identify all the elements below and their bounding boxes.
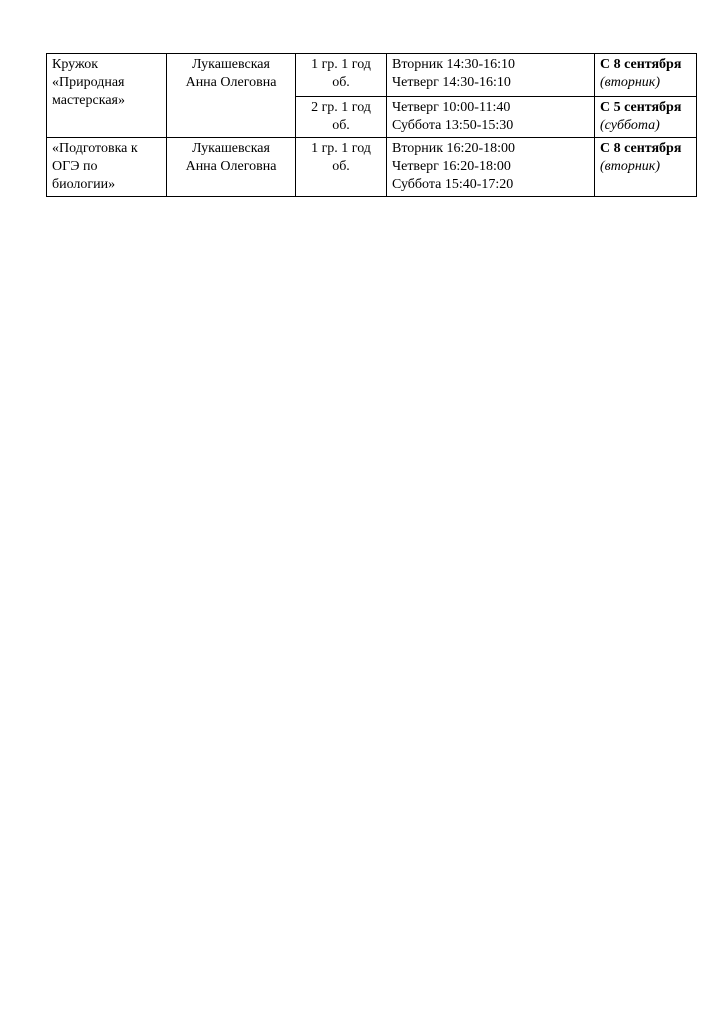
times-cell bbox=[387, 97, 595, 138]
group-cell bbox=[296, 54, 387, 97]
circle-name-line: «Подготовка к bbox=[52, 141, 138, 156]
teacher-surname: Лукашевская bbox=[192, 141, 270, 156]
group-line: об. bbox=[332, 75, 350, 90]
start-weekday: (вторник) bbox=[600, 75, 661, 90]
schedule-table bbox=[46, 53, 697, 197]
group-line: 1 гр. 1 год bbox=[311, 141, 371, 156]
time-slot: Четверг 16:20-18:00 bbox=[392, 159, 511, 174]
teacher-given-names: Анна Олеговна bbox=[185, 159, 277, 174]
circle-name-cell bbox=[47, 54, 167, 138]
time-slot: Вторник 16:20-18:00 bbox=[392, 141, 515, 156]
group-line: 1 гр. 1 год bbox=[311, 57, 371, 72]
circle-name-line: Кружок bbox=[52, 57, 99, 72]
times-cell bbox=[387, 138, 595, 197]
start-cell bbox=[595, 54, 697, 97]
time-slot: Суббота 15:40-17:20 bbox=[392, 177, 514, 192]
group-line: 2 гр. 1 год bbox=[311, 100, 371, 115]
teacher-given-names: Анна Олеговна bbox=[185, 75, 277, 90]
time-slot: Вторник 14:30-16:10 bbox=[392, 57, 515, 72]
times-cell bbox=[387, 54, 595, 97]
circle-name-cell bbox=[47, 138, 167, 197]
start-date: С 8 сентября bbox=[600, 57, 682, 72]
teacher-surname: Лукашевская bbox=[192, 57, 270, 72]
group-cell bbox=[296, 97, 387, 138]
circle-name-line: мастерская» bbox=[52, 93, 125, 108]
group-line: об. bbox=[332, 118, 350, 133]
table-row bbox=[47, 54, 697, 97]
start-date: С 8 сентября bbox=[600, 141, 682, 156]
teacher-cell bbox=[167, 54, 296, 138]
circle-name-line: ОГЭ по bbox=[52, 159, 98, 174]
circle-name-line: «Природная bbox=[52, 75, 125, 90]
time-slot: Четверг 10:00-11:40 bbox=[392, 100, 511, 115]
time-slot: Четверг 14:30-16:10 bbox=[392, 75, 511, 90]
start-weekday: (суббота) bbox=[600, 118, 660, 133]
start-cell bbox=[595, 138, 697, 197]
table-row bbox=[47, 138, 697, 197]
group-line: об. bbox=[332, 159, 350, 174]
time-slot: Суббота 13:50-15:30 bbox=[392, 118, 514, 133]
teacher-cell bbox=[167, 138, 296, 197]
circle-name-line: биологии» bbox=[52, 177, 116, 192]
start-cell bbox=[595, 97, 697, 138]
group-cell bbox=[296, 138, 387, 197]
start-date: С 5 сентября bbox=[600, 100, 682, 115]
start-weekday: (вторник) bbox=[600, 159, 661, 174]
